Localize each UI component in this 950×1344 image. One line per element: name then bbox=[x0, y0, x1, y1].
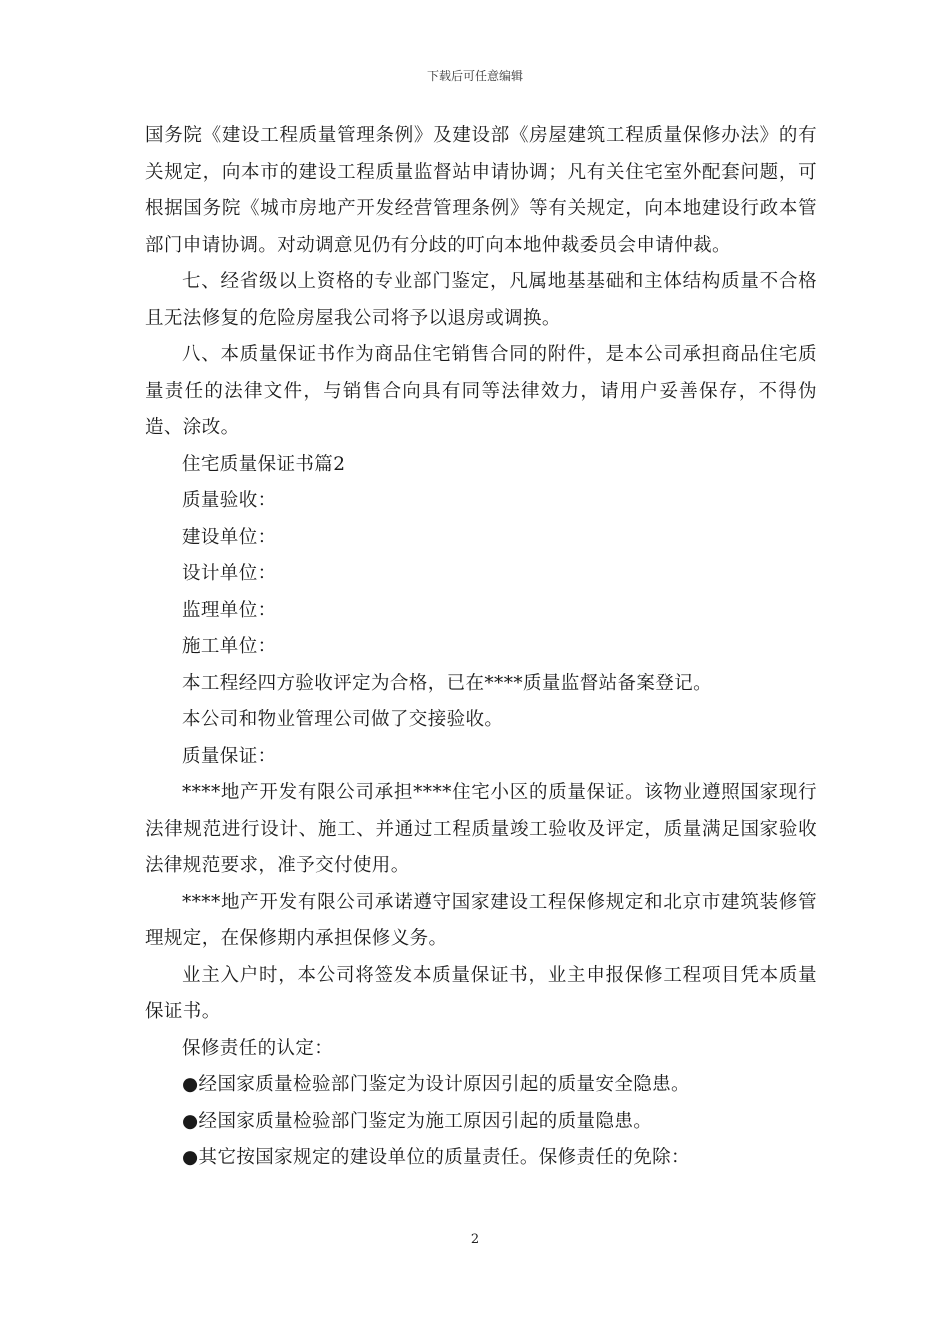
paragraph-regulations-continued: 国务院《建设工程质量管理条例》及建设部《房屋建筑工程质量保修办法》的有关规定，向本市的建设工程质量监督站申请协调；凡有关住宅室外配套问题，可根据国务院《城市房地产开发经营管理条例》等有关规定，向本地建设行政本管部门申请协调。对动调意见仍有分歧的叮向本地仲裁委员会申请仲裁。 bbox=[145, 125, 817, 256]
paragraph-warranty-commitment: ****地产开发有限公司承诺遵守国家建设工程保修规定和北京市建筑装修管理规定，在保修期内承担保修义务。 bbox=[145, 891, 817, 949]
paragraph-handover: 本公司和物业管理公司做了交接验收。 bbox=[182, 709, 504, 730]
design-unit-field: 设计单位： bbox=[182, 563, 277, 584]
contractor-unit-field: 施工单位： bbox=[182, 636, 277, 657]
bullet-other-responsibility: ●其它按国家规定的建设单位的质量责任。保修责任的免除： bbox=[182, 1147, 690, 1168]
page-header-note: 下载后可任意编辑 bbox=[426, 69, 523, 83]
paragraph-owner-move-in: 业主入户时，本公司将签发本质量保证书，业主申报保修工程项目凭本质量保证书。 bbox=[145, 964, 817, 1022]
document-body bbox=[145, 118, 817, 1177]
page-number: 2 bbox=[470, 1232, 480, 1247]
paragraph-clause-8: 八、本质量保证书作为商品住宅销售合同的附件，是本公司承担商品住宅质量责任的法律文件，与销售合向具有同等法律效力，请用户妥善保存，不得伪造、涂改。 bbox=[145, 344, 817, 438]
construction-unit-field: 建设单位： bbox=[182, 526, 277, 548]
bullet-design-cause: ●经国家质量检验部门鉴定为设计原因引起的质量安全隐患。 bbox=[182, 1074, 690, 1095]
quality-acceptance-heading: 质量验收： bbox=[182, 490, 277, 511]
paragraph-acceptance-record: 本工程经四方验收评定为合格，已在****质量监督站备案登记。 bbox=[182, 672, 713, 694]
quality-guarantee-heading: 质量保证： bbox=[182, 745, 277, 767]
supervision-unit-field: 监理单位： bbox=[182, 599, 277, 621]
paragraph-guarantee-scope: ****地产开发有限公司承担****住宅小区的质量保证。该物业遵照国家现行法律规范进行设计、施工、并通过工程质量竣工验收及评定，质量满足国家验收法律规范要求，准予交付使用。 bbox=[145, 782, 817, 876]
paragraph-clause-7: 七、经省级以上资格的专业部门鉴定，凡属地基基础和主体结构质量不合格且无法修复的危险房屋我公司将予以退房或调换。 bbox=[145, 271, 817, 329]
bullet-construction-cause: ●经国家质量检验部门鉴定为施工原因引起的质量隐患。 bbox=[182, 1110, 653, 1132]
warranty-responsibility-heading: 保修责任的认定： bbox=[182, 1037, 334, 1059]
section-title: 住宅质量保证书篇2 bbox=[182, 453, 346, 475]
